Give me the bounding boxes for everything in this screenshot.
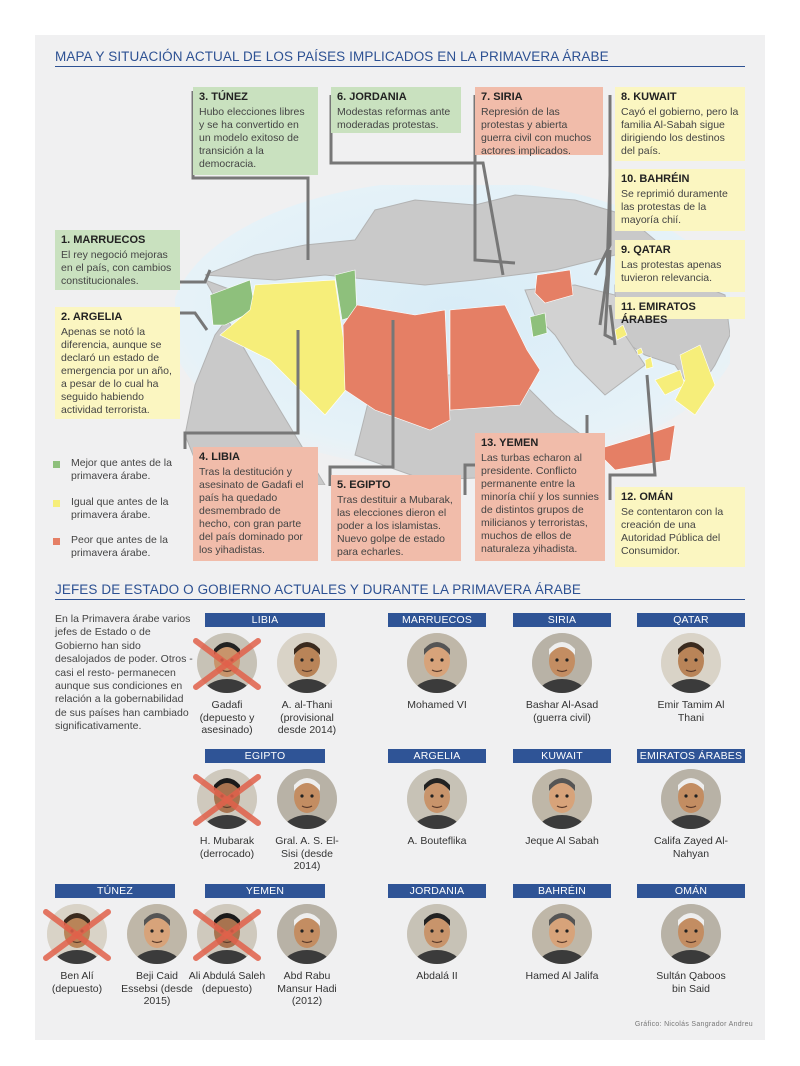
leader-caption: A. Bouteflika [407,835,467,847]
portrait [407,769,467,829]
country-header: TÚNEZ [55,884,175,898]
legend-swatch [53,500,60,507]
country-title: 6. JORDANIA [337,91,407,103]
portrait [197,904,257,964]
country-box-siria [475,87,603,155]
country-header: EMIRATOS ÁRABES [637,749,745,763]
country-box-jordania [331,87,461,133]
country-title: 3. TÚNEZ [199,91,248,103]
leader-caption: Abd Rabu Mansur Hadi (2012) [277,970,337,1007]
country-text: Modestas reformas ante moderadas protestas. [337,106,451,131]
country-box-qatar [615,240,745,292]
country-text: Se reprimió duramente las protestas de la mayoría chií. [621,188,728,226]
portrait [661,633,721,693]
leader-caption: Abdalá II [416,970,458,982]
country-text: Tras la destitución y asesinato de Gadafi el país ha quedado desmembrado de hecho, con gran parte del país dominado por los yihadistas. [199,466,304,556]
portrait [532,769,592,829]
country-text: Se contentaron con la creación de una Autoridad Pública del Consumidor. [621,506,724,557]
country-title: 11. EMIRATOS ÁRABES [621,301,696,326]
leader-caption: Gadafi (depuesto y asesinado) [199,699,255,736]
country-title: 5. EGIPTO [337,479,391,491]
country-header: JORDANIA [388,884,486,898]
country-text: Hubo elecciones libres y se ha convertido en un modelo exitoso de transición a la democracia. [199,106,305,170]
title-rule [55,599,745,600]
country-header: SIRIA [513,613,611,627]
country-header: EGIPTO [205,749,325,763]
country-box-tunez [193,87,318,175]
country-title: 12. OMÁN [621,491,673,503]
portrait [47,904,107,964]
country-text: El rey negoció mejoras en el país, con cambios constitucionales. [61,249,172,287]
leader-caption: Jeque Al Sabah [525,835,599,847]
legend-swatch [53,461,60,468]
country-title: 2. ARGELIA [61,311,123,323]
portrait [661,769,721,829]
country-header: YEMEN [205,884,325,898]
country-header: MARRUECOS [388,613,486,627]
country-text: Represión de las protestas y abierta guerra civil con muchos actores implicados. [481,106,592,157]
portrait [661,904,721,964]
country-title: 13. YEMEN [481,437,539,449]
country-text: Las protestas apenas tuvieron relevancia. [621,259,722,284]
country-header: OMÁN [637,884,745,898]
legend-label: Mejor que antes de la primavera árabe. [71,457,172,482]
portrait [277,904,337,964]
leader-caption: Califa Zayed Al-Nahyan [653,835,729,860]
country-header: KUWAIT [513,749,611,763]
leader-caption: Sultán Qaboos bin Said [656,970,726,995]
credit: Gráfico: Nicolás Sangrador Andreu [634,1021,753,1028]
country-box-kuwait [615,87,745,161]
leader-caption: Bashar Al-Asad (guerra civil) [525,699,599,724]
infographic [35,35,765,1040]
country-header: ARGELIA [388,749,486,763]
country-title: 1. MARRUECOS [61,234,146,246]
leader-caption: Hamed Al Jalifa [525,970,599,982]
country-box-libia [193,447,318,561]
leader-caption: Ben Alí (depuesto) [51,970,103,995]
leader-caption: Mohamed VI [407,699,467,711]
country-box-marruecos [55,230,180,290]
country-header: BAHRÉIN [513,884,611,898]
country-box-egipto [331,475,461,561]
country-header: LIBIA [205,613,325,627]
map-section-title: MAPA Y SITUACIÓN ACTUAL DE LOS PAÍSES IMPLICADOS EN LA PRIMAVERA ÁRABE [55,49,609,64]
leader-caption: Beji Caid Essebsi (desde 2015) [121,970,193,1007]
portrait [197,769,257,829]
legend-label: Peor que antes de la primavera árabe. [71,534,168,559]
country-title: 9. QATAR [621,244,671,256]
portrait [532,904,592,964]
heads-section-title: JEFES DE ESTADO O GOBIERNO ACTUALES Y DURANTE LA PRIMAVERA ÁRABE [55,582,582,597]
country-title: 10. BAHRÉIN [621,173,690,185]
country-box-emiratos [615,297,745,326]
country-text: Las turbas echaron al presidente. Conflicto permanente entre la minoría chií y los sunnies de distintos grupos de milicianos y terroristas, muchos de ellos de naturaleza yihadista. [481,452,599,555]
portrait [197,633,257,693]
portrait [277,633,337,693]
portrait [407,904,467,964]
legend-label: Igual que antes de la primavera árabe. [71,496,169,521]
country-header: QATAR [637,613,745,627]
country-title: 4. LIBIA [199,451,240,463]
leader-caption: H. Mubarak (derrocado) [199,835,255,860]
leader-caption: A. al-Thani (provisional desde 2014) [277,699,337,736]
leader-caption: Emir Tamim Al Thani [657,699,725,724]
country-box-bahrein [615,169,745,231]
leader-caption: Gral. A. S. El-Sisi (desde 2014) [275,835,339,872]
country-text: Apenas se notó la diferencia, aunque se declaró un estado de emergencia por un año, a pesar de lo cual ha seguido habiendo actividad terrorista. [61,326,172,416]
portrait [277,769,337,829]
intro-text: En la Primavera árabe varios jefes de Estado o de Gobierno han sido desalojados de poder. Otros -casi el resto- permanecen aunque sus condiciones en relación a la gobernabilidad de sus países han cambiado significativamente. [55,613,193,733]
country-text: Cayó el gobierno, pero la familia Al-Sabah sigue dirigiendo los destinos del país. [621,106,739,157]
country-box-oman [615,487,745,567]
portrait [532,633,592,693]
portrait [407,633,467,693]
country-box-argelia [55,307,180,419]
portrait [127,904,187,964]
country-title: 8. KUWAIT [621,91,677,103]
leader-caption: Ali Abdulá Saleh (depuesto) [188,970,266,995]
country-box-yemen [475,433,605,561]
legend-swatch [53,538,60,545]
country-title: 7. SIRIA [481,91,523,103]
country-text: Tras destituir a Mubarak, las elecciones dieron el poder a los islamistas. Nuevo golpe de estado para echarles. [337,494,453,558]
